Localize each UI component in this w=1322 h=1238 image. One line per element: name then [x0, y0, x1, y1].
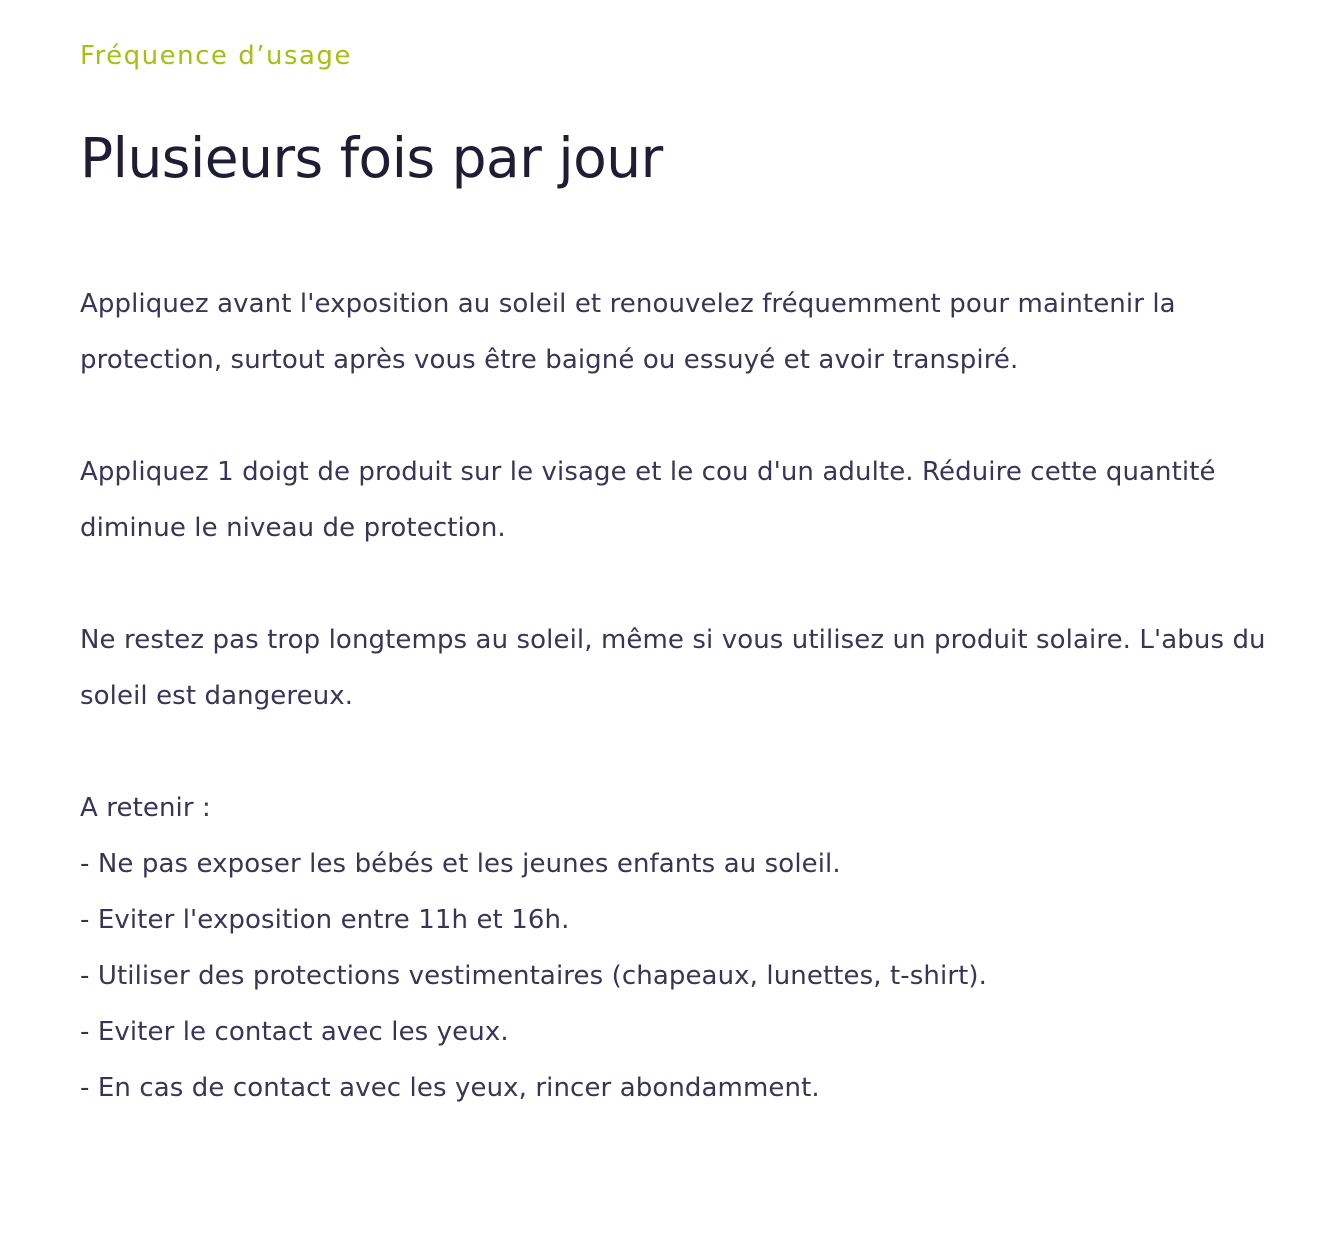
section-title: Plusieurs fois par jour — [80, 126, 663, 190]
paragraph-quantity — [80, 444, 1270, 556]
remember-list — [80, 836, 1270, 1116]
section-eyebrow: Fréquence d’usage — [80, 41, 352, 71]
paragraph-text: Appliquez 1 doigt de produit sur le visage et le cou d'un adulte. Réduire cette quantité diminue le niveau de protection. — [80, 457, 1216, 543]
section-body — [80, 276, 1270, 1116]
list-item: - Eviter l'exposition entre 11h et 16h. — [80, 905, 570, 935]
paragraph-text: Ne restez pas trop longtemps au soleil, même si vous utilisez un produit solaire. L'abus du soleil est dangereux. — [80, 625, 1266, 711]
paragraph-text: Appliquez avant l'exposition au soleil et renouvelez fréquemment pour maintenir la protection, surtout après vous être baigné ou essuyé et avoir transpiré. — [80, 289, 1176, 375]
list-item: - Eviter le contact avec les yeux. — [80, 1017, 509, 1047]
remember-title: A retenir : — [80, 793, 211, 823]
list-item: - Utiliser des protections vestimentaires (chapeaux, lunettes, t-shirt). — [80, 961, 988, 991]
list-item: - Ne pas exposer les bébés et les jeunes enfants au soleil. — [80, 849, 841, 879]
list-item: - En cas de contact avec les yeux, rincer abondamment. — [80, 1073, 820, 1103]
paragraph-warning — [80, 612, 1270, 724]
paragraph-application — [80, 276, 1270, 388]
remember-block — [80, 780, 1270, 1116]
